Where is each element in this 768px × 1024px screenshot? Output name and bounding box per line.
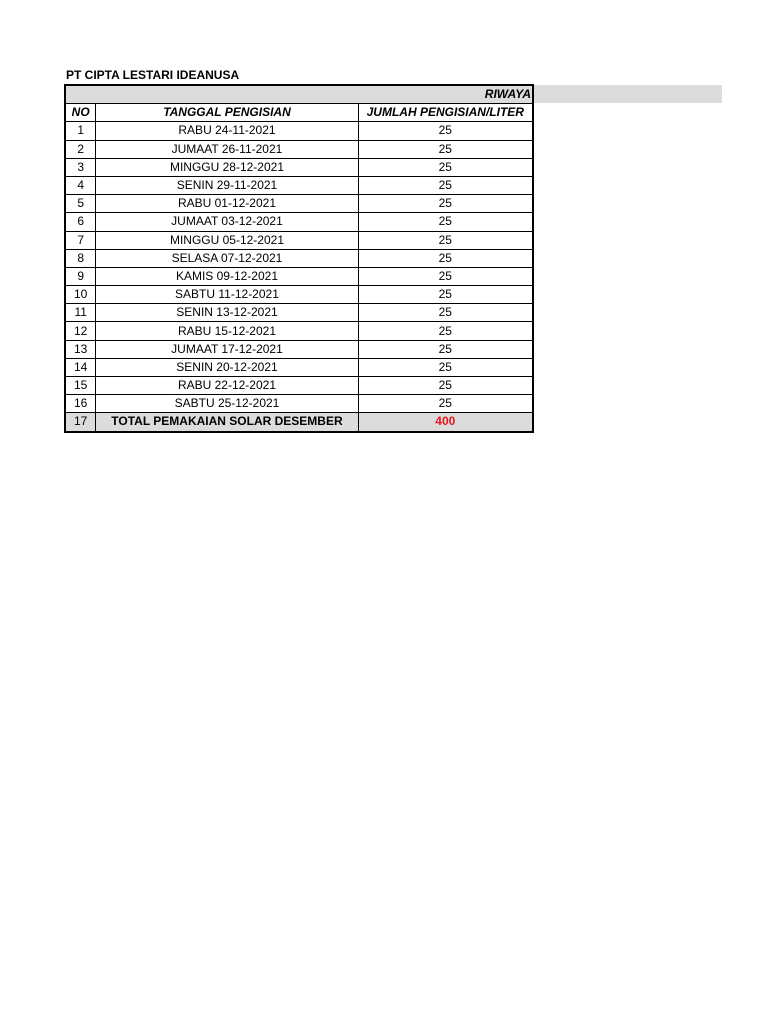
row-no-cell: 1 <box>65 122 96 140</box>
row-no-cell: 4 <box>65 176 96 194</box>
total-label-cell: TOTAL PEMAKAIAN SOLAR DESEMBER <box>96 413 358 432</box>
table-row <box>65 322 533 340</box>
company-name: PT CIPTA LESTARI IDEANUSA <box>66 68 240 82</box>
header-date: TANGGAL PENGISIAN <box>96 104 358 122</box>
row-no-cell: 10 <box>65 286 96 304</box>
table-row <box>65 231 533 249</box>
row-amount-cell: 25 <box>358 395 533 413</box>
row-amount-cell: 25 <box>358 340 533 358</box>
total-no-cell: 17 <box>65 413 96 432</box>
row-no-cell: 14 <box>65 358 96 376</box>
row-date-cell: SENIN 20-12-2021 <box>96 358 358 376</box>
row-date-cell: RABU 22-12-2021 <box>96 377 358 395</box>
row-no-cell: 6 <box>65 213 96 231</box>
table-title: RIWAYA <box>65 85 533 104</box>
row-no-cell: 7 <box>65 231 96 249</box>
row-date-cell: RABU 01-12-2021 <box>96 195 358 213</box>
row-no-cell: 9 <box>65 267 96 285</box>
row-date-cell: SENIN 13-12-2021 <box>96 304 358 322</box>
total-row <box>65 413 533 432</box>
row-date-cell: SENIN 29-11-2021 <box>96 176 358 194</box>
table-row <box>65 395 533 413</box>
table-row <box>65 358 533 376</box>
row-date-cell: SELASA 07-12-2021 <box>96 249 358 267</box>
row-date-cell: RABU 15-12-2021 <box>96 322 358 340</box>
table-row <box>65 158 533 176</box>
row-no-cell: 8 <box>65 249 96 267</box>
row-amount-cell: 25 <box>358 377 533 395</box>
row-amount-cell: 25 <box>358 158 533 176</box>
row-no-cell: 2 <box>65 140 96 158</box>
row-amount-cell: 25 <box>358 249 533 267</box>
column-header-row <box>65 104 533 122</box>
row-amount-cell: 25 <box>358 286 533 304</box>
table-row <box>65 340 533 358</box>
header-no: NO <box>65 104 96 122</box>
row-amount-cell: 25 <box>358 195 533 213</box>
row-amount-cell: 25 <box>358 231 533 249</box>
row-amount-cell: 25 <box>358 176 533 194</box>
table-row <box>65 176 533 194</box>
row-no-cell: 15 <box>65 377 96 395</box>
total-value-cell: 400 <box>358 413 533 432</box>
row-date-cell: MINGGU 05-12-2021 <box>96 231 358 249</box>
row-amount-cell: 25 <box>358 304 533 322</box>
row-amount-cell: 25 <box>358 322 533 340</box>
table-row <box>65 377 533 395</box>
row-date-cell: SABTU 25-12-2021 <box>96 395 358 413</box>
table-row <box>65 213 533 231</box>
row-no-cell: 5 <box>65 195 96 213</box>
row-date-cell: SABTU 11-12-2021 <box>96 286 358 304</box>
row-date-cell: JUMAAT 17-12-2021 <box>96 340 358 358</box>
row-date-cell: KAMIS 09-12-2021 <box>96 267 358 285</box>
title-band-fill <box>533 85 722 103</box>
row-no-cell: 13 <box>65 340 96 358</box>
row-amount-cell: 25 <box>358 358 533 376</box>
header-amount: JUMLAH PENGISIAN/LITER <box>358 104 533 122</box>
table-row <box>65 195 533 213</box>
table-row <box>65 249 533 267</box>
row-amount-cell: 25 <box>358 122 533 140</box>
refill-history-table <box>64 84 534 433</box>
row-no-cell: 12 <box>65 322 96 340</box>
row-no-cell: 16 <box>65 395 96 413</box>
row-date-cell: RABU 24-11-2021 <box>96 122 358 140</box>
row-no-cell: 3 <box>65 158 96 176</box>
row-date-cell: MINGGU 28-12-2021 <box>96 158 358 176</box>
row-no-cell: 11 <box>65 304 96 322</box>
row-amount-cell: 25 <box>358 213 533 231</box>
row-date-cell: JUMAAT 03-12-2021 <box>96 213 358 231</box>
table-row <box>65 286 533 304</box>
row-amount-cell: 25 <box>358 140 533 158</box>
table-row <box>65 122 533 140</box>
row-amount-cell: 25 <box>358 267 533 285</box>
table-title-row <box>65 85 533 104</box>
table-row <box>65 267 533 285</box>
table-row <box>65 304 533 322</box>
table-row <box>65 140 533 158</box>
row-date-cell: JUMAAT 26-11-2021 <box>96 140 358 158</box>
